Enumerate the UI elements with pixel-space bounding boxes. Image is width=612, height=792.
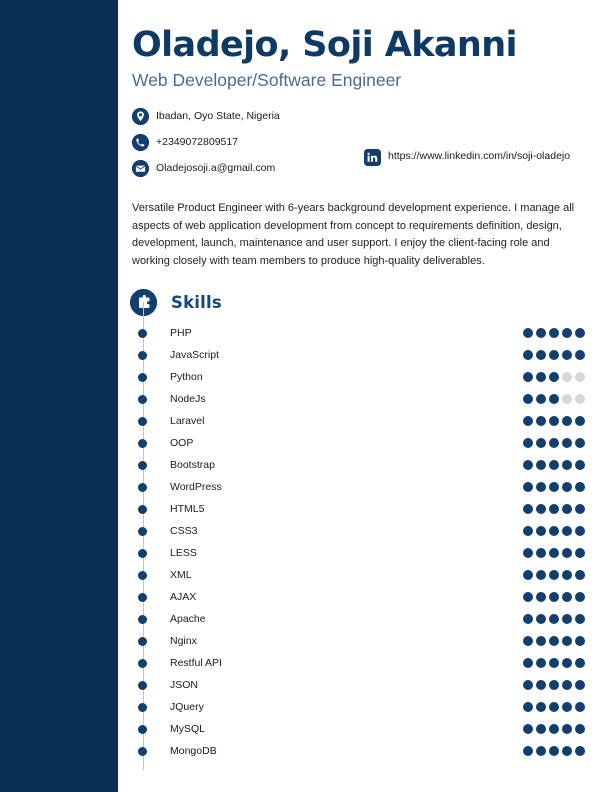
skill-bullet-icon — [138, 747, 147, 756]
skill-row — [118, 498, 612, 520]
rating-dot-empty — [562, 372, 572, 382]
skill-bullet-icon — [138, 681, 147, 690]
rating-dot-filled — [562, 526, 572, 536]
rating-dot-filled — [562, 460, 572, 470]
rating-dot-filled — [536, 680, 546, 690]
rating-dot-filled — [562, 746, 572, 756]
skill-rating-dots — [523, 718, 588, 740]
skill-rating-dots — [523, 542, 588, 564]
rating-dot-filled — [536, 350, 546, 360]
rating-dot-filled — [536, 570, 546, 580]
rating-dot-filled — [562, 350, 572, 360]
contact-email-text: Oladejosoji.a@gmail.com — [156, 162, 276, 174]
skill-rating-dots — [523, 498, 588, 520]
rating-dot-filled — [549, 482, 559, 492]
skill-bullet-icon — [138, 461, 147, 470]
skill-bullet-icon — [138, 329, 147, 338]
skill-rating-dots — [523, 608, 588, 630]
skill-name: HTML5 — [170, 503, 205, 515]
skill-row — [118, 652, 612, 674]
rating-dot-filled — [549, 372, 559, 382]
skill-rating-dots — [523, 652, 588, 674]
skill-bullet-icon — [138, 505, 147, 514]
rating-dot-filled — [523, 350, 533, 360]
skill-bullet-icon — [138, 593, 147, 602]
skill-name: NodeJs — [170, 393, 206, 405]
skill-rating-dots — [523, 388, 588, 410]
skill-row — [118, 432, 612, 454]
skill-bullet-icon — [138, 351, 147, 360]
contact-block — [132, 107, 602, 185]
skill-bullet-icon — [138, 615, 147, 624]
skill-row — [118, 520, 612, 542]
skill-rating-dots — [523, 476, 588, 498]
rating-dot-filled — [549, 746, 559, 756]
rating-dot-filled — [536, 416, 546, 426]
rating-dot-filled — [575, 724, 585, 734]
rating-dot-filled — [562, 504, 572, 514]
rating-dot-filled — [523, 438, 533, 448]
rating-dot-filled — [536, 438, 546, 448]
rating-dot-filled — [536, 614, 546, 624]
skill-rating-dots — [523, 630, 588, 652]
rating-dot-filled — [523, 460, 533, 470]
skill-row — [118, 366, 612, 388]
rating-dot-filled — [575, 526, 585, 536]
rating-dot-filled — [536, 394, 546, 404]
skill-name: WordPress — [170, 481, 222, 493]
rating-dot-filled — [523, 394, 533, 404]
rating-dot-filled — [575, 350, 585, 360]
skill-name: AJAX — [170, 591, 197, 603]
contact-phone-text: +2349072809517 — [156, 136, 239, 148]
skill-name: Apache — [170, 613, 206, 625]
skill-rating-dots — [523, 454, 588, 476]
professional-summary: Versatile Product Engineer with 6-years background development experience. I manage all aspects of web application development from concept to requirements definition, design, development, launch, maintenance and user support. I enjoy the client-facing role and working closely with team members to produce high-quality deliverables. — [132, 202, 575, 267]
skill-row — [118, 630, 612, 652]
rating-dot-filled — [549, 526, 559, 536]
skill-row — [118, 608, 612, 630]
rating-dot-filled — [536, 746, 546, 756]
rating-dot-filled — [562, 636, 572, 646]
skill-rating-dots — [523, 740, 588, 762]
rating-dot-filled — [523, 724, 533, 734]
rating-dot-filled — [536, 702, 546, 712]
skill-bullet-icon — [138, 417, 147, 426]
skill-name: XML — [170, 569, 192, 581]
skill-bullet-icon — [138, 395, 147, 404]
skill-bullet-icon — [138, 571, 147, 580]
rating-dot-filled — [562, 438, 572, 448]
skill-rating-dots — [523, 344, 588, 366]
rating-dot-filled — [549, 570, 559, 580]
skill-name: MySQL — [170, 723, 206, 735]
skill-name: Restful API — [170, 657, 222, 669]
rating-dot-filled — [549, 658, 559, 668]
rating-dot-filled — [549, 438, 559, 448]
rating-dot-filled — [575, 438, 585, 448]
rating-dot-filled — [536, 658, 546, 668]
rating-dot-filled — [549, 636, 559, 646]
rating-dot-filled — [523, 592, 533, 602]
resume-header — [132, 24, 602, 92]
rating-dot-filled — [523, 548, 533, 558]
rating-dot-filled — [549, 724, 559, 734]
skill-row — [118, 586, 612, 608]
skill-bullet-icon — [138, 659, 147, 668]
rating-dot-filled — [575, 548, 585, 558]
rating-dot-empty — [575, 372, 585, 382]
skill-bullet-icon — [138, 373, 147, 382]
rating-dot-filled — [575, 746, 585, 756]
skill-name: JQuery — [170, 701, 204, 713]
rating-dot-filled — [549, 394, 559, 404]
email-icon — [132, 160, 149, 177]
resume-content — [118, 0, 612, 792]
rating-dot-filled — [523, 636, 533, 646]
skill-rating-dots — [523, 366, 588, 388]
rating-dot-filled — [536, 636, 546, 646]
rating-dot-filled — [549, 416, 559, 426]
skill-row — [118, 740, 612, 762]
rating-dot-filled — [575, 482, 585, 492]
candidate-job-title: Web Developer/Software Engineer — [132, 70, 402, 90]
rating-dot-filled — [575, 504, 585, 514]
skill-row — [118, 322, 612, 344]
location-pin-icon — [132, 108, 149, 125]
skill-rating-dots — [523, 322, 588, 344]
skill-row — [118, 718, 612, 740]
rating-dot-empty — [562, 394, 572, 404]
rating-dot-filled — [562, 680, 572, 690]
rating-dot-empty — [575, 394, 585, 404]
rating-dot-filled — [523, 680, 533, 690]
skill-name: PHP — [170, 327, 192, 339]
rating-dot-filled — [549, 460, 559, 470]
rating-dot-filled — [562, 548, 572, 558]
skill-row — [118, 454, 612, 476]
rating-dot-filled — [575, 702, 585, 712]
skill-rating-dots — [523, 564, 588, 586]
rating-dot-filled — [562, 702, 572, 712]
contact-row-location — [132, 107, 602, 126]
rating-dot-filled — [549, 548, 559, 558]
skills-list — [118, 322, 612, 762]
skill-bullet-icon — [138, 527, 147, 536]
rating-dot-filled — [562, 328, 572, 338]
candidate-name: Oladejo, Soji Akanni — [132, 25, 517, 65]
skill-row — [118, 344, 612, 366]
rating-dot-filled — [549, 614, 559, 624]
rating-dot-filled — [562, 592, 572, 602]
skill-rating-dots — [523, 696, 588, 718]
skill-name: MongoDB — [170, 745, 217, 757]
rating-dot-filled — [575, 328, 585, 338]
rating-dot-filled — [549, 504, 559, 514]
rating-dot-filled — [536, 724, 546, 734]
rating-dot-filled — [523, 504, 533, 514]
rating-dot-filled — [536, 482, 546, 492]
rating-dot-filled — [549, 592, 559, 602]
skill-row — [118, 476, 612, 498]
phone-icon — [132, 134, 149, 151]
skill-rating-dots — [523, 674, 588, 696]
rating-dot-filled — [523, 416, 533, 426]
skill-bullet-icon — [138, 725, 147, 734]
rating-dot-filled — [536, 460, 546, 470]
skill-rating-dots — [523, 586, 588, 608]
linkedin-icon — [364, 149, 381, 166]
skill-row — [118, 564, 612, 586]
rating-dot-filled — [523, 570, 533, 580]
rating-dot-filled — [523, 614, 533, 624]
rating-dot-filled — [536, 592, 546, 602]
rating-dot-filled — [575, 460, 585, 470]
rating-dot-filled — [575, 658, 585, 668]
skills-section-title: Skills — [171, 293, 222, 312]
rating-dot-filled — [562, 614, 572, 624]
skill-row — [118, 674, 612, 696]
skill-bullet-icon — [138, 703, 147, 712]
linkedin-url-text: https://www.linkedin.com/in/soji-oladejo — [388, 150, 571, 162]
skill-name: JSON — [170, 679, 199, 691]
rating-dot-filled — [549, 680, 559, 690]
rating-dot-filled — [562, 658, 572, 668]
skill-bullet-icon — [138, 637, 147, 646]
rating-dot-filled — [536, 504, 546, 514]
rating-dot-filled — [523, 372, 533, 382]
rating-dot-filled — [523, 328, 533, 338]
rating-dot-filled — [536, 372, 546, 382]
rating-dot-filled — [575, 614, 585, 624]
skill-name: JavaScript — [170, 349, 220, 361]
skill-name: Bootstrap — [170, 459, 215, 471]
skill-bullet-icon — [138, 439, 147, 448]
skill-row — [118, 410, 612, 432]
rating-dot-filled — [536, 328, 546, 338]
rating-dot-filled — [562, 416, 572, 426]
skill-row — [118, 696, 612, 718]
rating-dot-filled — [523, 482, 533, 492]
rating-dot-filled — [575, 680, 585, 690]
rating-dot-filled — [575, 636, 585, 646]
rating-dot-filled — [536, 548, 546, 558]
skill-name: Python — [170, 371, 203, 383]
skill-name: CSS3 — [170, 525, 198, 537]
skill-rating-dots — [523, 520, 588, 542]
rating-dot-filled — [549, 328, 559, 338]
skill-name: LESS — [170, 547, 197, 559]
rating-dot-filled — [575, 592, 585, 602]
rating-dot-filled — [523, 658, 533, 668]
rating-dot-filled — [562, 724, 572, 734]
rating-dot-filled — [536, 526, 546, 536]
skill-name: Nginx — [170, 635, 197, 647]
skill-bullet-icon — [138, 549, 147, 558]
rating-dot-filled — [562, 482, 572, 492]
skill-name: OOP — [170, 437, 194, 449]
contact-row-linkedin[interactable] — [364, 148, 604, 166]
rating-dot-filled — [523, 702, 533, 712]
rating-dot-filled — [523, 526, 533, 536]
skill-rating-dots — [523, 410, 588, 432]
skill-rating-dots — [523, 432, 588, 454]
skill-name: Laravel — [170, 415, 205, 427]
skill-row — [118, 388, 612, 410]
rating-dot-filled — [562, 570, 572, 580]
rating-dot-filled — [575, 570, 585, 580]
skill-bullet-icon — [138, 483, 147, 492]
rating-dot-filled — [575, 416, 585, 426]
left-accent-sidebar — [0, 0, 118, 792]
rating-dot-filled — [549, 350, 559, 360]
rating-dot-filled — [523, 746, 533, 756]
skill-row — [118, 542, 612, 564]
rating-dot-filled — [549, 702, 559, 712]
contact-location-text: Ibadan, Oyo State, Nigeria — [156, 110, 280, 122]
